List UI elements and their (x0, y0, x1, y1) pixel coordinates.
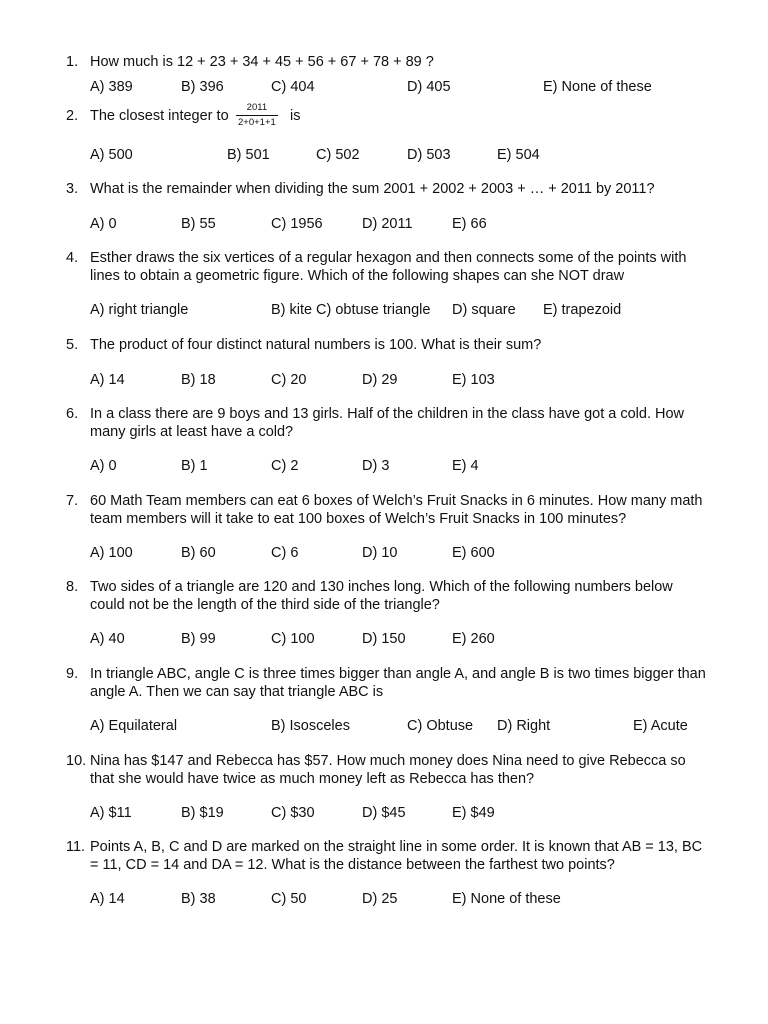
option-e: E) None of these (543, 79, 652, 95)
question-number: 11. (66, 839, 86, 855)
option-d: D) 405 (407, 79, 451, 95)
question-number: 10. (66, 753, 87, 769)
option-a: A) 14 (90, 891, 125, 907)
option-e: E) 4 (452, 458, 479, 474)
question-number: 1. (66, 54, 79, 70)
question-text: Nina has $147 and Rebecca has $57. How much money does Nina need to give Rebecca so that she would have twice as much money left as Rebecca has then? (90, 753, 686, 787)
question-text: What is the remainder when dividing the sum 2001 + 2002 + 2003 + … + 2011 by 2011? (90, 181, 655, 197)
option-e: E) Acute (633, 718, 688, 734)
question-text: Esther draws the six vertices of a regular hexagon and then connects some of the points with lines to obtain a geometric figure. Which of the following shapes can she NOT draw (90, 250, 687, 284)
option-c: C) 100 (271, 631, 315, 647)
option-a: A) 0 (90, 458, 117, 474)
option-b: B) 18 (181, 372, 216, 388)
option-a: A) Equilateral (90, 718, 178, 734)
option-d: D) 2011 (362, 216, 413, 232)
question-text: The closest integer to (90, 108, 229, 124)
option-b: B) $19 (181, 805, 224, 821)
fraction (236, 102, 278, 128)
question-number: 4. (66, 250, 79, 266)
option-b: B) 99 (181, 631, 216, 647)
option-b: B) 501 (227, 147, 270, 163)
option-a: A) 389 (90, 79, 133, 95)
option-e: E) None of these (452, 891, 561, 907)
option-e: E) 66 (452, 216, 487, 232)
question-number: 6. (66, 406, 79, 422)
option-d: D) $45 (362, 805, 406, 821)
option-d: D) square (452, 302, 516, 318)
option-d: D) 150 (362, 631, 406, 647)
option-c: C) Obtuse (407, 718, 474, 734)
option-a: A) 0 (90, 216, 117, 232)
option-b: B) 55 (181, 216, 216, 232)
question-number: 7. (66, 493, 79, 509)
option-e: E) 260 (452, 631, 495, 647)
option-a: A) 500 (90, 147, 133, 163)
option-e: E) trapezoid (543, 302, 622, 318)
question-text: Points A, B, C and D are marked on the straight line in some order. It is known that AB = 13, BC = 11, CD = 14 and DA = 12. What is the distance between the farthest two points? (90, 839, 703, 873)
question-text: How much is 12 + 23 + 34 + 45 + 56 + 67 + 78 + 89 ? (90, 54, 434, 70)
question-number: 8. (66, 579, 79, 595)
option-a: A) 100 (90, 545, 133, 561)
option-b: B) kite (271, 302, 313, 318)
option-d: D) Right (497, 718, 551, 734)
option-a: A) 14 (90, 372, 125, 388)
option-d: D) 29 (362, 372, 398, 388)
fraction-bar (236, 115, 278, 116)
option-d: D) 10 (362, 545, 398, 561)
question-text: In a class there are 9 boys and 13 girls. Half of the children in the class have got a cold. How many girls at least have a cold? (90, 406, 685, 440)
option-b: B) 38 (181, 891, 216, 907)
question-number: 2. (66, 108, 79, 124)
option-b: B) 396 (181, 79, 224, 95)
option-a: A) right triangle (90, 302, 189, 318)
option-b: B) 60 (181, 545, 216, 561)
option-e: E) 600 (452, 545, 495, 561)
option-c: C) 50 (271, 891, 307, 907)
option-e: E) $49 (452, 805, 495, 821)
question-number: 5. (66, 337, 79, 353)
option-d: D) 3 (362, 458, 390, 474)
option-c: C) 404 (271, 79, 315, 95)
question-text-end: is (290, 108, 301, 124)
option-c: C) obtuse triangle (316, 302, 431, 318)
option-b: B) Isosceles (271, 718, 350, 734)
option-c: C) 6 (271, 545, 299, 561)
option-a: A) $11 (90, 805, 132, 821)
question-text: Two sides of a triangle are 120 and 130 inches long. Which of the following numbers below could not be the length of the third side of the triangle? (90, 579, 673, 613)
option-d: D) 503 (407, 147, 451, 163)
option-e: E) 504 (497, 147, 540, 163)
question-text: In triangle ABC, angle C is three times bigger than angle A, and angle B is two times bigger than angle A. Then we can say that triangle ABC is (90, 666, 706, 700)
question-text: The product of four distinct natural numbers is 100. What is their sum? (90, 337, 542, 353)
question-number: 9. (66, 666, 79, 682)
option-d: D) 25 (362, 891, 398, 907)
option-c: C) 502 (316, 147, 360, 163)
option-e: E) 103 (452, 372, 495, 388)
option-c: C) 1956 (271, 216, 323, 232)
option-b: B) 1 (181, 458, 208, 474)
option-c: C) $30 (271, 805, 315, 821)
option-c: C) 20 (271, 372, 307, 388)
option-c: C) 2 (271, 458, 299, 474)
question-text: 60 Math Team members can eat 6 boxes of Welch’s Fruit Snacks in 6 minutes. How many math team members will it take to eat 100 boxes of Welch’s Fruit Snacks in 100 minutes? (90, 493, 703, 527)
option-a: A) 40 (90, 631, 125, 647)
fraction-denominator: 2+0+1+1 (238, 117, 276, 128)
question-number: 3. (66, 181, 79, 197)
fraction-numerator: 2011 (246, 102, 268, 113)
